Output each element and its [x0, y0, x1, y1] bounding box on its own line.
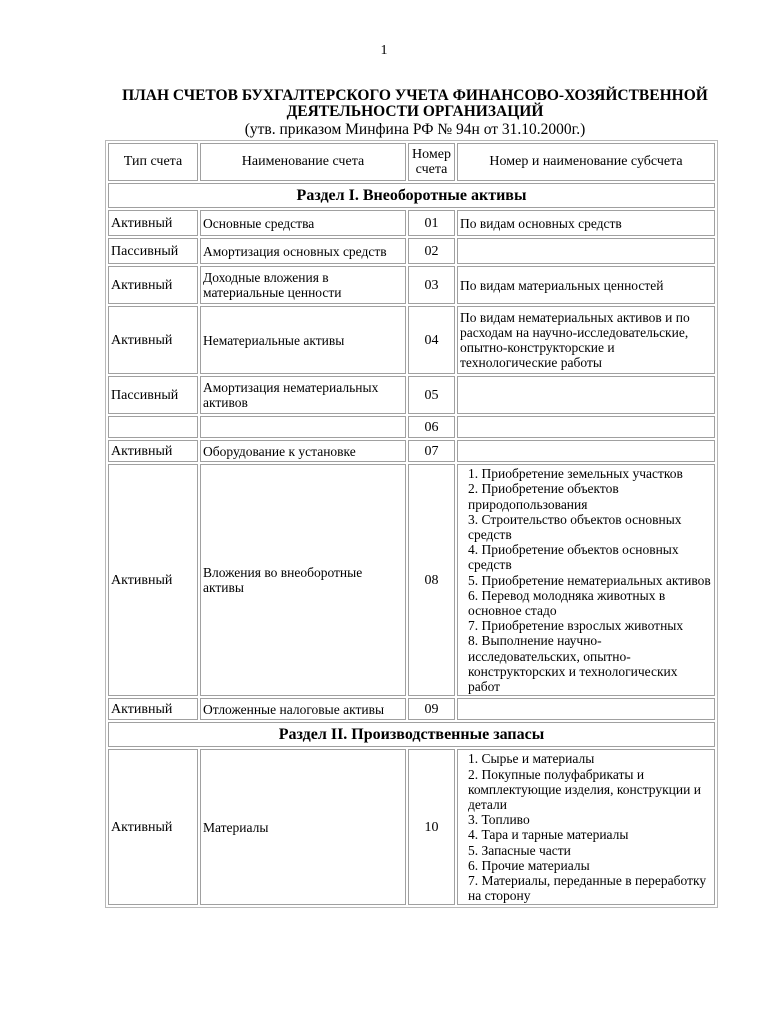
title-line-2: ДЕЯТЕЛЬНОСТИ ОРГАНИЗАЦИЙ: [286, 103, 544, 120]
subaccount-item: 1. Приобретение земельных участков: [468, 466, 683, 482]
subaccount-item: 5. Запасные части: [468, 842, 571, 858]
cell-subaccount-list: [457, 749, 715, 905]
cell-type: Активный: [108, 210, 198, 236]
cell-number: 05: [408, 376, 455, 414]
subaccount-item: 3. Топливо: [468, 812, 530, 828]
cell-number: 06: [408, 416, 455, 438]
header-account-number: [408, 143, 455, 181]
cell-type: Активный: [108, 266, 198, 304]
cell-name: [200, 416, 406, 438]
cell-number: 01: [408, 210, 455, 236]
subaccount-item: 2. Покупные полуфабрикаты и комплектующие изделия, конструкции и детали: [468, 766, 701, 813]
subaccount-item: 6. Прочие материалы: [468, 857, 590, 873]
page-number: 1: [380, 43, 388, 58]
table-row: [108, 749, 715, 905]
cell-type: [108, 416, 198, 438]
cell-name: Отложенные налоговые активы: [200, 698, 406, 720]
cell-name: Оборудование к установке: [200, 440, 406, 462]
section-title-1: Раздел I. Внеоборотные активы: [108, 183, 715, 208]
cell-name: Нематериальные активы: [200, 306, 406, 374]
document-subtitle: (утв. приказом Минфина РФ № 94н от 31.10.2000г.): [244, 121, 586, 138]
subaccount-item: 3. Строительство объектов основных средств: [468, 511, 682, 543]
subaccount-item: 5. Приобретение нематериальных активов: [468, 572, 711, 588]
cell-subaccount: [457, 440, 715, 462]
cell-type: Активный: [108, 464, 198, 696]
cell-number: 09: [408, 698, 455, 720]
cell-number: 03: [408, 266, 455, 304]
cell-type: Пассивный: [108, 376, 198, 414]
table-row: [108, 238, 715, 264]
table-header-row: [108, 143, 715, 181]
subaccount-item: 4. Приобретение объектов основных средств: [468, 542, 679, 573]
section-row: [108, 722, 715, 747]
cell-number: 10: [408, 749, 455, 905]
table-row: [108, 210, 715, 236]
cell-subaccount: [457, 376, 715, 414]
cell-name: Основные средства: [200, 210, 406, 236]
cell-type: Пассивный: [108, 238, 198, 264]
document-title: [60, 88, 768, 120]
cell-subaccount: [457, 238, 715, 264]
header-number-line-2: счета: [415, 162, 448, 177]
header-subaccount: Номер и наименование субсчета: [457, 143, 715, 181]
table-row: [108, 376, 715, 414]
cell-subaccount: [457, 416, 715, 438]
cell-name: Доходные вложения в материальные ценности: [200, 266, 406, 304]
cell-name: Амортизация основных средств: [200, 238, 406, 264]
header-number-line-1: Номер: [412, 146, 451, 162]
section-row: [108, 183, 715, 208]
table-row: [108, 266, 715, 304]
subaccount-item: 7. Материалы, переданные в переработку на сторону: [468, 873, 707, 904]
cell-type: Активный: [108, 306, 198, 374]
table-row: [108, 306, 715, 374]
subaccount-item: 2. Приобретение объектов природопользования: [468, 481, 619, 512]
cell-subaccount-list: [457, 464, 715, 696]
section-title-2: Раздел II. Производственные запасы: [108, 722, 715, 747]
subaccount-item: 8. Выполнение научно-исследовательских, опытно-конструкторских и технологических работ: [468, 633, 678, 695]
cell-subaccount: По видам основных средств: [457, 210, 715, 236]
accounts-table: [105, 140, 718, 908]
cell-subaccount: [457, 698, 715, 720]
cell-subaccount: По видам нематериальных активов и по расходам на научно-исследовательские, опытно-конструкторские и технологические работы: [457, 306, 715, 374]
subaccount-item: 1. Сырье и материалы: [468, 751, 595, 767]
cell-number: 02: [408, 238, 455, 264]
header-account-type: Тип счета: [108, 143, 198, 181]
cell-type: Активный: [108, 749, 198, 905]
table-row: [108, 698, 715, 720]
cell-number: 08: [408, 464, 455, 696]
cell-number: 07: [408, 440, 455, 462]
cell-number: 04: [408, 306, 455, 374]
header-account-name: Наименование счета: [200, 143, 406, 181]
title-line-1: ПЛАН СЧЕТОВ БУХГАЛТЕРСКОГО УЧЕТА ФИНАНСОВО-ХОЗЯЙСТВЕННОЙ: [122, 87, 708, 104]
cell-name: Амортизация нематериальных активов: [200, 376, 406, 414]
cell-type: Активный: [108, 440, 198, 462]
table-row: [108, 416, 715, 438]
subaccount-item: 7. Приобретение взрослых животных: [468, 618, 684, 634]
cell-name: Материалы: [200, 749, 406, 905]
table-row: [108, 464, 715, 696]
table-row: [108, 440, 715, 462]
cell-name: Вложения во внеоборотные активы: [200, 464, 406, 696]
subaccount-item: 6. Перевод молодняка животных в основное стадо: [468, 587, 666, 619]
subaccount-item: 4. Тара и тарные материалы: [468, 827, 629, 843]
cell-subaccount: По видам материальных ценностей: [457, 266, 715, 304]
cell-type: Активный: [108, 698, 198, 720]
